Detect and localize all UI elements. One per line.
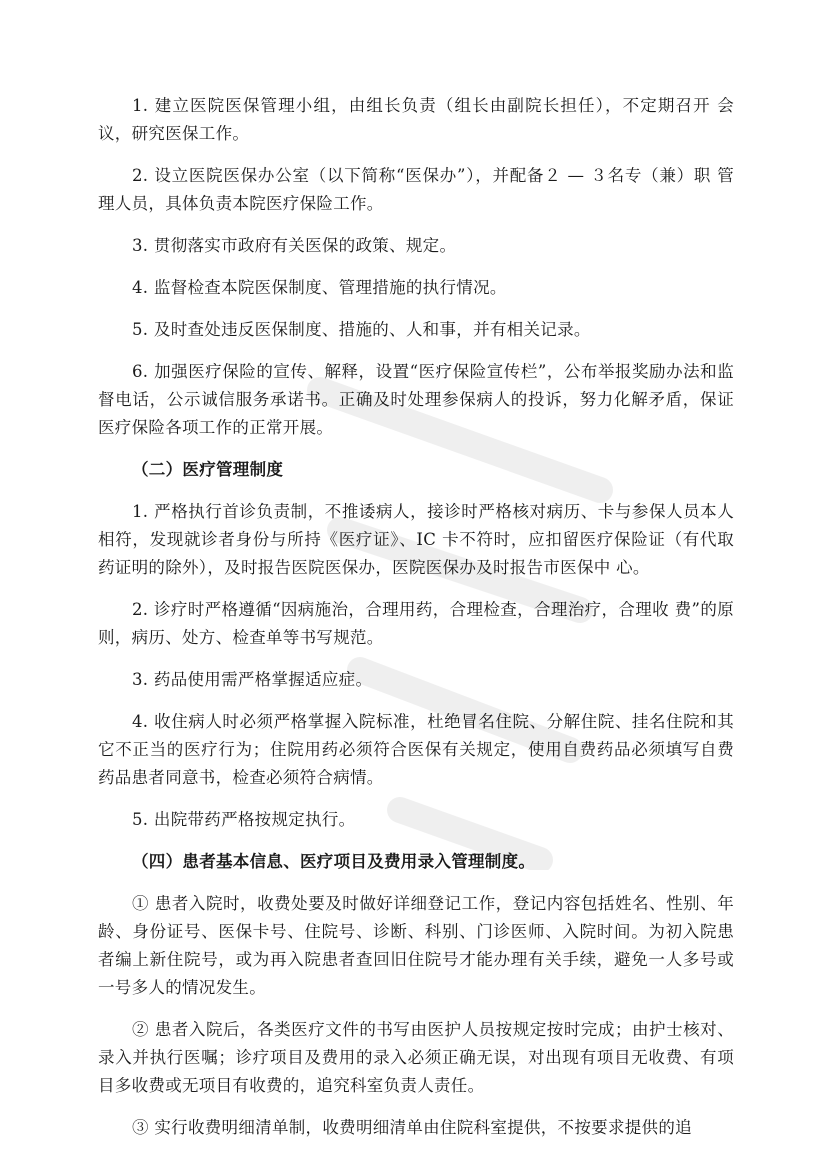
medical-paragraph-1: 1. 严格执行首诊负责制，不推诿病人，接诊时严格核对病历、卡与参保人员本人相符，发现就诊者身份与所持《医疗证》、IC 卡不符时，应扣留医疗保险证（有代取药证明的除外），及时报告医院医保办，医院医保办及时报告市医保中 心。	[98, 502, 734, 577]
paragraph-5: 5. 及时查处违反医保制度、措施的、人和事，并有相关记录。	[132, 320, 591, 339]
paragraph-3: 3. 贯彻落实市政府有关医保的政策、规定。	[132, 236, 457, 255]
medical-paragraph-4: 4. 收住病人时必须严格掌握入院标准，杜绝冒名住院、分解住院、挂名住院和其它不正当的医疗行为；住院用药必须符合医保有关规定，使用自费药品必须填写自费药品患者同意书，检查必须符合病情。	[98, 712, 734, 787]
section-heading-entry: （四）患者基本信息、医疗项目及费用录入管理制度。	[132, 852, 536, 871]
entry-paragraph-1: ① 患者入院时，收费处要及时做好详细登记工作，登记内容包括姓名、性别、年龄、身份证号、医保卡号、住院号、诊断、科别、门诊医师、入院时间。为初入院患者编上新住院号，或为再入院患者查回旧住院号才能办理有关手续，避免一人多号或一号多人的情况发生。	[98, 894, 734, 997]
paragraph-4: 4. 监督检查本院医保制度、管理措施的执行情况。	[132, 278, 507, 297]
medical-paragraph-3: 3. 药品使用需严格掌握适应症。	[132, 670, 373, 689]
paragraph-2: 2. 设立医院医保办公室（以下简称“医保办”），并配备２ — ３名专（兼）职 管理人员，具体负责本院医疗保险工作。	[98, 166, 734, 213]
section-heading-medical: （二）医疗管理制度	[132, 460, 284, 479]
entry-paragraph-3: ③ 实行收费明细清单制，收费明细清单由住院科室提供，不按要求提供的追	[132, 1118, 692, 1137]
entry-paragraph-2: ② 患者入院后，各类医疗文件的书写由医护人员按规定按时完成；由护士核对、录入并执行医嘱；诊疗项目及费用的录入必须正确无误，对出现有项目无收费、有项目多收费或无项目有收费的，追究科室负责人责任。	[98, 1020, 734, 1095]
medical-paragraph-2: 2. 诊疗时严格遵循“因病施治，合理用药，合理检查，合理治疗，合理收 费”的原则，病历、处方、检查单等书写规范。	[98, 600, 734, 647]
paragraph-1: 1. 建立医院医保管理小组，由组长负责（组长由副院长担任），不定期召开 会议，研究医保工作。	[98, 96, 734, 143]
medical-paragraph-5: 5. 出院带药严格按规定执行。	[132, 810, 356, 829]
paragraph-6: 6. 加强医疗保险的宣传、解释，设置“医疗保险宣传栏”，公布举报奖励办法和监督电话，公示诚信服务承诺书。正确及时处理参保病人的投诉，努力化解矛盾，保证医疗保险各项工作的正常开展。	[98, 362, 734, 437]
